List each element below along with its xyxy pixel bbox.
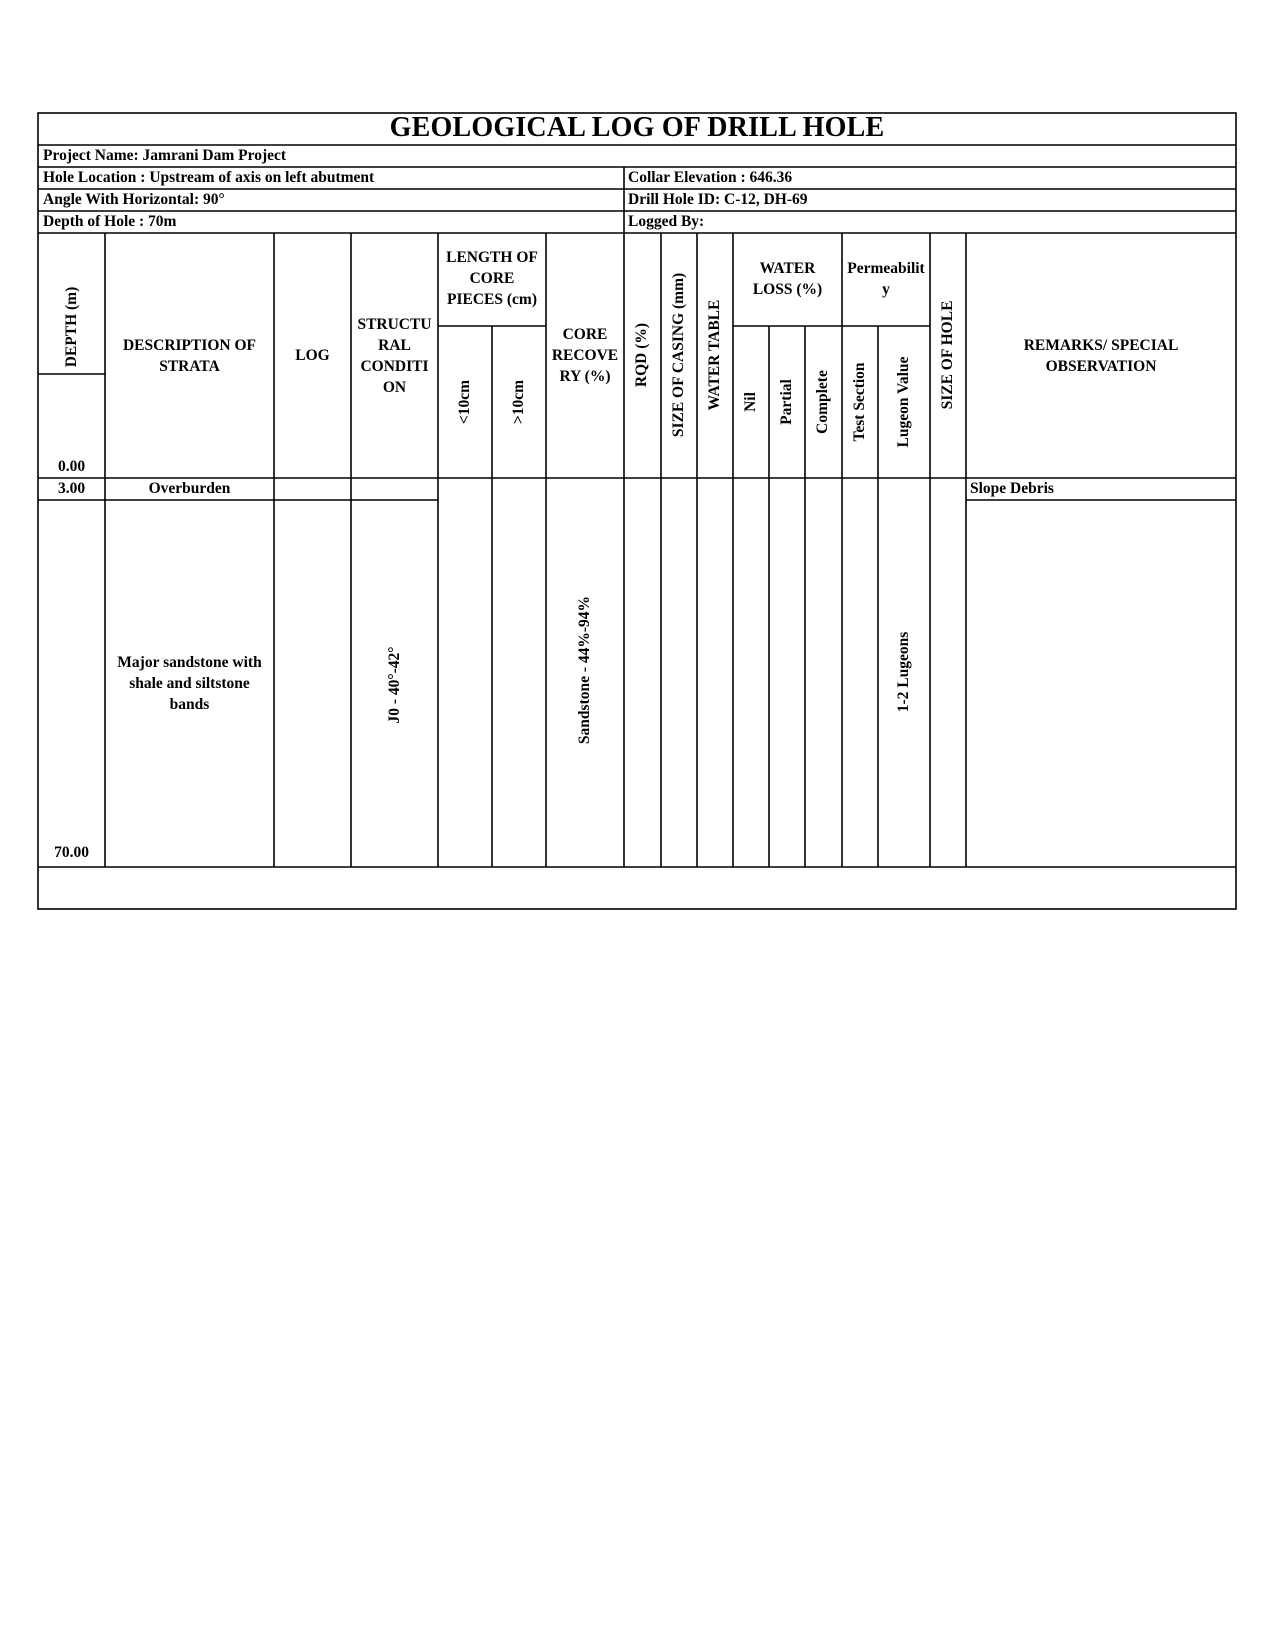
header-water-table: WATER TABLE (706, 299, 723, 411)
header-water-loss-line1: WATER (759, 260, 816, 277)
header-depth: DEPTH (m) (63, 286, 80, 368)
header-length-line1: LENGTH OF (446, 249, 538, 266)
header-length-line2: CORE (469, 270, 515, 287)
hole-location: Hole Location : Upstream of axis on left abutment (43, 169, 375, 186)
row-depth-3: 3.00 (57, 480, 86, 497)
header-complete: Complete (814, 370, 831, 434)
page-title: GEOLOGICAL LOG OF DRILL HOLE (389, 112, 885, 143)
header-remarks-line1: REMARKS/ SPECIAL (1023, 337, 1179, 354)
row-remarks-slope-debris: Slope Debris (970, 480, 1054, 497)
header-structural-line3: CONDITI (360, 358, 429, 375)
header-size-of-casing: SIZE OF CASING (mm) (670, 272, 687, 438)
row-description-sandstone-line3: bands (169, 696, 210, 713)
row-structural-condition: J0 - 40°-42° (386, 646, 403, 724)
header-nil: Nil (742, 392, 759, 412)
row-description-overburden: Overburden (148, 480, 231, 497)
header-description-line2: STRATA (159, 358, 220, 375)
header-lugeon-value: Lugeon Value (895, 356, 912, 448)
header-core-recovery-line3: RY (%) (559, 368, 611, 385)
header-permeability-line1: Permeabilit (847, 260, 925, 277)
row-core-recovery: Sandstone - 44%-94% (576, 595, 593, 745)
row-depth-70: 70.00 (54, 844, 89, 861)
row-lugeon-value: 1-2 Lugeons (895, 631, 912, 713)
depth-of-hole: Depth of Hole : 70m (43, 213, 177, 230)
header-core-recovery-line1: CORE (562, 326, 608, 343)
header-log: LOG (295, 347, 330, 364)
header-test-section: Test Section (851, 362, 868, 442)
header-structural-line2: RAL (378, 337, 411, 354)
angle-with-horizontal: Angle With Horizontal: 90° (43, 191, 225, 208)
header-less-than-10cm: <10cm (456, 379, 473, 425)
row-description-sandstone-line1: Major sandstone with (117, 654, 262, 671)
header-length-line3: PIECES (cm) (447, 291, 537, 308)
header-water-loss-line2: LOSS (%) (752, 281, 823, 298)
header-rqd: RQD (%) (633, 322, 650, 388)
header-remarks-line2: OBSERVATION (1045, 358, 1157, 375)
collar-elevation: Collar Elevation : 646.36 (628, 169, 793, 186)
header-size-of-hole: SIZE OF HOLE (939, 300, 956, 410)
drill-hole-id: Drill Hole ID: C-12, DH-69 (628, 191, 808, 208)
header-structural-line1: STRUCTU (357, 316, 432, 333)
header-partial: Partial (778, 379, 795, 425)
header-permeability-line2: y (882, 281, 890, 298)
depth-top-value: 0.00 (57, 458, 86, 475)
header-core-recovery-line2: RECOVE (551, 347, 619, 364)
project-name: Project Name: Jamrani Dam Project (43, 147, 287, 164)
header-structural-line4: ON (382, 379, 407, 396)
header-description-line1: DESCRIPTION OF (122, 337, 257, 354)
logged-by: Logged By: (628, 213, 705, 230)
row-description-sandstone-line2: shale and siltstone (129, 675, 250, 692)
header-greater-than-10cm: >10cm (510, 379, 527, 425)
